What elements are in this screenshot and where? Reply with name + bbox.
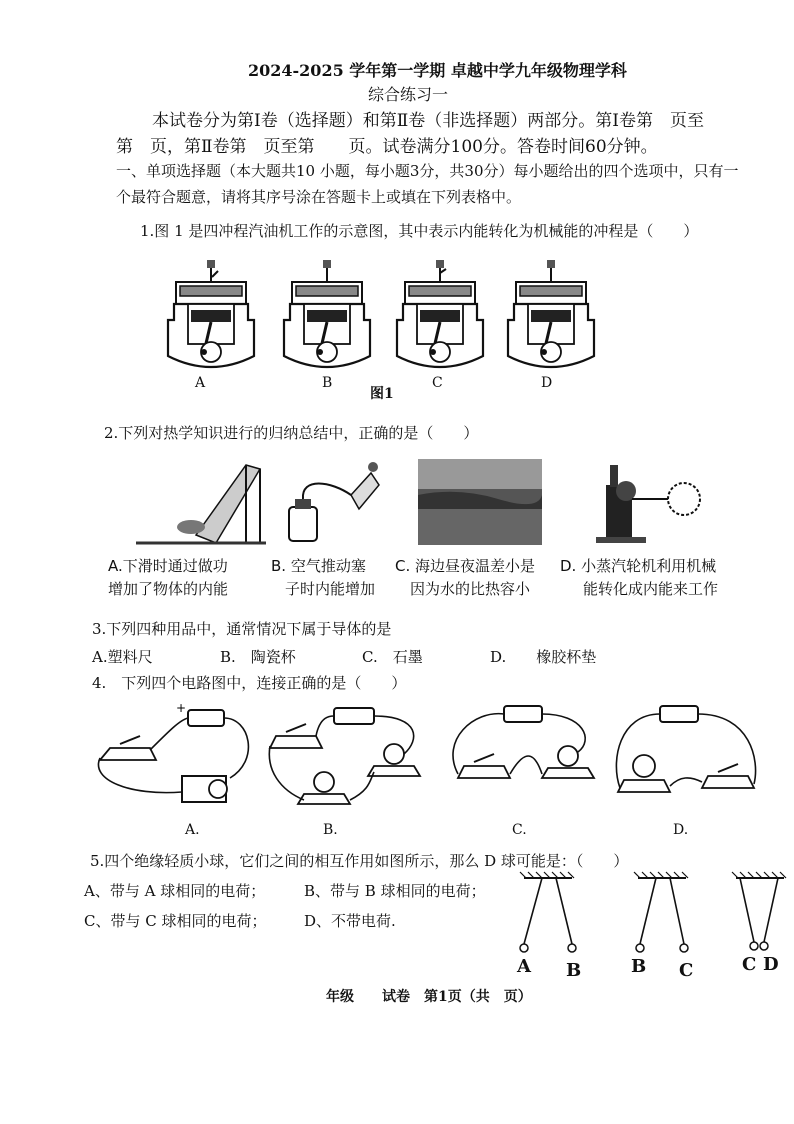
- ball-label-c1: C: [679, 960, 694, 981]
- page-footer: 年级 试卷 第1页（共 页）: [326, 989, 532, 1005]
- q4-label-d: D.: [673, 822, 689, 838]
- q5-ball-figure: [510, 872, 790, 952]
- q3-option-a: A.塑料尺: [92, 648, 153, 666]
- q4-label-a: A.: [185, 822, 200, 838]
- section-1-line-2: 个最符合题意，请将其序号涂在答题卡上或填在下列表格中。: [116, 188, 522, 206]
- ball-pair-ab: [520, 872, 576, 952]
- q4-label-c: C.: [512, 822, 527, 838]
- q1-stem: 1.图 1 是四冲程汽油机工作的示意图，其中表示内能转化为机械能的冲程是（ ）: [140, 222, 699, 240]
- seaside-picture: [418, 459, 542, 545]
- ball-label-b2: B: [631, 956, 647, 977]
- section-1-line-1: 一、单项选择题（本大题共10 小题，每小题3分，共30分）每小题给出的四个选项中，只有一: [116, 162, 739, 180]
- q2-option-a-line-2: 增加了物体的内能: [108, 580, 229, 598]
- circuit-c: [453, 706, 594, 778]
- q1-engine-figure: [150, 255, 620, 390]
- intro-line-2: 第 页，第Ⅱ卷第 页至第 页。试卷满分100分。答卷时间60分钟。: [116, 137, 658, 157]
- q1-label-b: B: [322, 375, 333, 391]
- intro-line-1: 本试卷分为第Ⅰ卷（选择题）和第Ⅱ卷（非选择题）两部分。第Ⅰ卷第 页至: [152, 111, 704, 131]
- q2-option-b-line-2: 子时内能增加: [285, 580, 376, 598]
- q1-label-d: D: [541, 375, 553, 391]
- q2-option-d-line-2: 能转化成内能来工作: [583, 580, 719, 598]
- q4-circuit-figures: [90, 700, 770, 815]
- q1-label-c: C: [432, 375, 443, 391]
- ball-label-d: D: [763, 954, 779, 975]
- ball-pair-bc: [634, 872, 688, 952]
- ball-pair-cd: [732, 872, 786, 950]
- flask-picture: [289, 462, 379, 541]
- steam-turbine-picture: [596, 465, 700, 543]
- ball-label-c2: C: [742, 954, 757, 975]
- circuit-b: [269, 708, 420, 804]
- q4-stem: 4. 下列四个电路图中，连接正确的是（ ）: [92, 674, 407, 692]
- engine-a: [168, 260, 254, 367]
- q2-option-c-line-1: C. 海边昼夜温差小是: [395, 557, 536, 575]
- circuit-d: [616, 706, 755, 792]
- q3-option-d: D. 橡胶杯垫: [490, 648, 597, 666]
- ball-label-b1: B: [566, 960, 582, 981]
- slide-picture: [136, 465, 266, 543]
- ball-label-a: A: [517, 956, 531, 977]
- q2-option-a-line-1: A.下滑时通过做功: [108, 557, 228, 575]
- q5-stem: 5.四个绝缘轻质小球，它们之间的相互作用如图所示，那么 D 球可能是：（ ）: [90, 852, 629, 870]
- engine-b: [284, 260, 370, 367]
- page-title: 2024-2025 学年第一学期 卓越中学九年级物理学科: [248, 61, 627, 80]
- q2-option-c-line-2: 因为水的比热容小: [410, 580, 531, 598]
- engine-c: [397, 260, 483, 367]
- q1-label-a: A: [195, 375, 206, 391]
- q4-label-b: B.: [323, 822, 338, 838]
- svg-text:+: +: [176, 701, 187, 715]
- circuit-a: [98, 701, 248, 802]
- q5-option-b: B、带与 B 球相同的电荷；: [304, 882, 486, 900]
- engine-d: [508, 260, 594, 367]
- q2-option-b-line-1: B. 空气推动塞: [271, 557, 366, 575]
- page-subtitle: 综合练习一: [368, 85, 449, 104]
- q5-option-a: A、带与 A 球相同的电荷；: [84, 882, 266, 900]
- q2-option-d-line-1: D. 小蒸汽轮机利用机械: [560, 557, 717, 575]
- q3-option-c: C. 石墨: [362, 648, 423, 666]
- q2-figures: [136, 455, 736, 550]
- q5-option-c: C、带与 C 球相同的电荷；: [84, 912, 267, 930]
- q2-stem: 2.下列对热学知识进行的归纳总结中，正确的是（ ）: [104, 424, 479, 442]
- q3-stem: 3.下列四种用品中，通常情况下属于导体的是: [92, 620, 392, 638]
- q1-figure-label: 图1: [370, 386, 394, 402]
- q5-option-d: D、不带电荷.: [304, 912, 396, 930]
- q3-option-b: B. 陶瓷杯: [220, 648, 296, 666]
